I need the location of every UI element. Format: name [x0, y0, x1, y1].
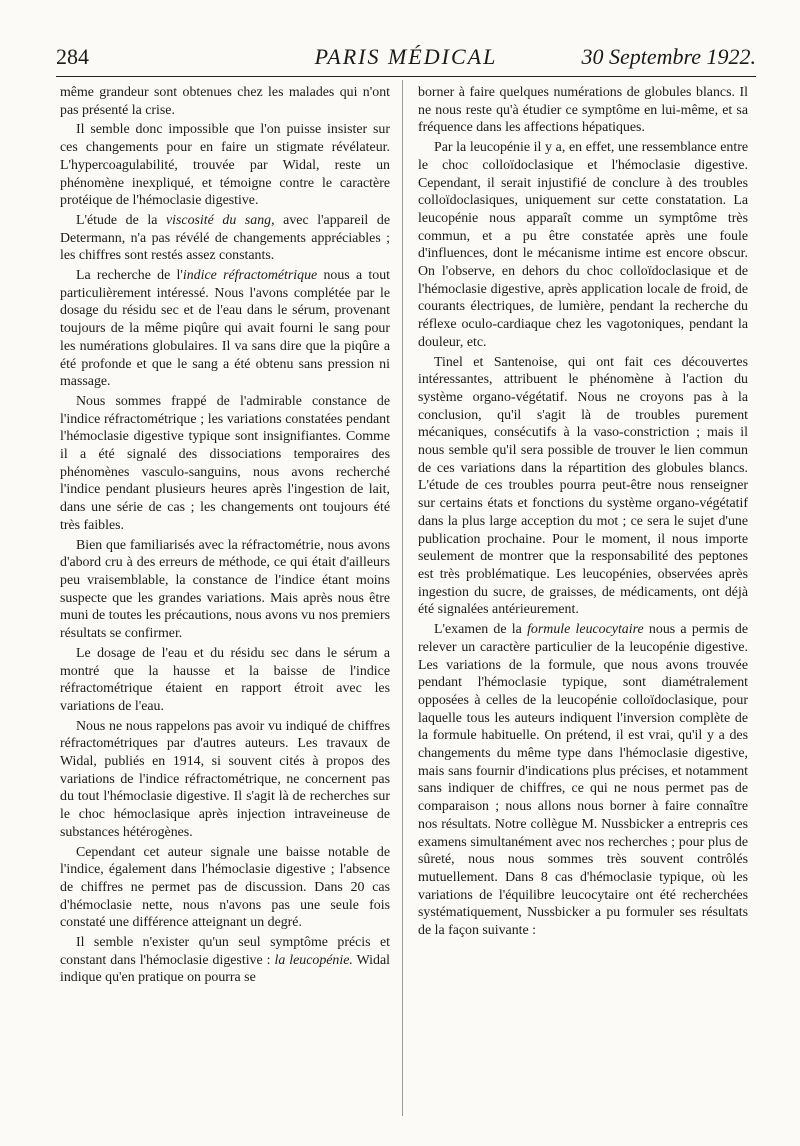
text-run: Par la leucopénie il y a, en effet, une ressemblance entre le choc colloïdoclasique et l'hémoclasie digestive. Cependant, il serait injustifié de conclure à des troubles colloïdoclasiques, uniquement sur cette constatation. La leucopénie nous apparaît comme un symptôme très commun, et a pu être constatée après une foule d'influences, dont le mécanisme intime est encore obscur. On l'observe, en dehors du choc colloïdoclasique et de l'hémoclasie digestive, après application locale de froid, de courants électriques, de lumière, pendant la recherche du réflexe oculo-cardiaque chez les vagotoniques, pendant la douleur, etc. — [418, 140, 748, 350]
paragraph — [60, 212, 390, 265]
right-column — [418, 84, 748, 942]
text-run: La recherche de l' — [76, 268, 183, 284]
text-run: Nous sommes frappé de l'admirable constance de l'indice réfractométrique ; les variations constatées pendant l'hémoclasie digestive typique sont insignifiantes. Comme il a été signalé des dissociations temporaires des phénomènes vasculo-sanguins, nous avons recherché l'indice pendant plusieurs heures après l'ingestion de lait, dans une série de cas ; les changements ont toujours été très faibles. — [60, 393, 390, 533]
paragraph — [60, 393, 390, 535]
italic-term: la leucopénie. — [274, 952, 353, 968]
issue-date: 30 Septembre 1922. — [581, 44, 756, 69]
journal-title: PARIS MÉDICAL — [314, 44, 498, 69]
italic-term: formule leucocytaire — [527, 622, 644, 638]
text-run: , avec l'appareil de Determann, n'a pas révélé de changements appréciables ; les chiffres sont restés assez constants. — [60, 212, 390, 264]
italic-term: indice réfractométrique — [182, 268, 318, 284]
text-run: nous a permis de relever un caractère particulier de la leucopénie digestive. Les variations de la formule, que nous avons trouvée pendant l'hémoclasie typique, sont diamétralement opposées à celles de la leucopénie colloïdoclasique, pour laquelle tous les auteurs indiquent l'inversion complète de la formule habituelle. On prétend, il est vrai, qu'il y a des changements du même type dans l'hémoclasie digestive, mais sans fournir d'indications plus précises, et notamment sans indiquer de chiffres, ce qui ne nous permet pas de comparaison ; nous allons nous borner à faire connaître nos résultats. Notre collègue M. Nussbicker a entrepris ces examens simultanément avec nos recherches ; pour plus de sûreté, nous nous sommes très souvent contrôlés mutuellement. Dans 8 cas d'hémoclasie typique, où les variations de l'équilibre leucocytaire ont été recherchées systématiquement, Nussbicker a pu formuler ses résultats de la façon suivante : — [418, 622, 748, 939]
text-run: Il semble n'exister qu'un seul symptôme précis et constant dans l'hémoclasie digestive : — [60, 935, 390, 968]
text-run: Widal indique qu'en pratique on pourra se — [60, 952, 390, 986]
paragraph — [60, 645, 390, 716]
text-run: Il semble donc impossible que l'on puisse insister sur ces changements pour en faire un stigmate révélateur. L'hypercoagulabilité, trouvée par Widal, reste un phénomène inexpliqué, et témoigne contre le caractère protéique de l'hémoclasie digestive. — [60, 122, 390, 209]
text-run: Cependant cet auteur signale une baisse notable de l'indice, également dans l'hémoclasie digestive ; l'absence de chiffres ne permet pas de discussion. Dans 20 cas d'hémoclasie nette, nous n'avons pas une seule fois constaté une différence atteignant un degré. — [60, 844, 390, 931]
page-number: 284 — [56, 44, 89, 69]
paragraph — [60, 84, 390, 119]
running-header — [56, 40, 756, 77]
paragraph — [418, 621, 748, 940]
paragraph — [60, 537, 390, 643]
text-run: Bien que familiarisés avec la réfractométrie, nous avons d'abord cru à des erreurs de méthode, ce qui était d'ailleurs peu vraisemblable, la constance de l'indice étant moins suspecte que les grandes variations. Mais après nous être muni de toutes les précautions, nous avons vu nos premiers résultats se confirmer. — [60, 537, 390, 642]
paragraph — [60, 718, 390, 842]
paragraph — [418, 354, 748, 620]
paragraph — [418, 84, 748, 137]
text-run: Tinel et Santenoise, qui ont fait ces découvertes intéressantes, attribuent le phénomène à l'action du système organo-végétatif. Nous ne croyons pas à la conclusion, qu'il s'agit là de troubles purement mécaniques, consécutifs à la vaso-constriction ; mais il nous semble qu'il sera possible de trouver le lien commun de ces variations dans la répartition des globules blancs. L'étude de ces troubles pourra peut-être nous renseigner sur certains états et fonctions du système organo-végétatif dans la plus large acception du mot ; ce sera le sujet d'une publication prochaine. Pour le moment, il nous importe seulement de montrer que la responsabilité des peptones est très problématique. Les leucopénies, observées après ingestion du sucre, de graisses, de médicaments, ont déjà été signalées antérieurement. — [418, 354, 748, 618]
text-run: L'examen de la — [434, 622, 528, 638]
paragraph — [418, 139, 748, 351]
text-run: borner à faire quelques numérations de globules blancs. Il ne nous reste qu'à étudier ce symptôme en lui-même, et sa fréquence dans les affections hépatiques. — [418, 85, 748, 136]
italic-term: viscosité du sang — [165, 212, 272, 228]
paragraph — [60, 267, 390, 391]
left-column — [60, 84, 390, 989]
text-run: Le dosage de l'eau et du résidu sec dans le sérum a montré que la hausse et la baisse de l'indice réfractométrique étaient en rapport étroit avec les variations de l'eau. — [60, 645, 390, 714]
paragraph — [60, 934, 390, 987]
text-run: L'étude de la — [76, 212, 166, 228]
paragraph — [60, 121, 390, 210]
text-run: Nous ne nous rappelons pas avoir vu indiqué de chiffres réfractométriques par d'autres auteurs. Les travaux de Widal, publiés en 1914, si souvent cités à propos des variations de l'indice réfractométrique, ne concernent pas du tout l'hémoclasie digestive. Il s'agit là de recherches sur le choc hémoclasique après injection intraveineuse de substances hétérogènes. — [60, 718, 390, 840]
text-run: nous a tout particulièrement intéressé. Nous l'avons complétée par le dosage du résidu sec et de l'eau dans le sérum, provenant toujours de la même piqûre qui avait fourni le sang pour les numérations globulaires. Il va sans dire que la piqûre a été profonde et que le sang a été obtenu sans pression ni massage. — [60, 268, 390, 390]
text-run: même grandeur sont obtenues chez les malades qui n'ont pas présenté la crise. — [60, 85, 390, 118]
paragraph — [60, 844, 390, 933]
column-divider — [402, 80, 403, 1116]
